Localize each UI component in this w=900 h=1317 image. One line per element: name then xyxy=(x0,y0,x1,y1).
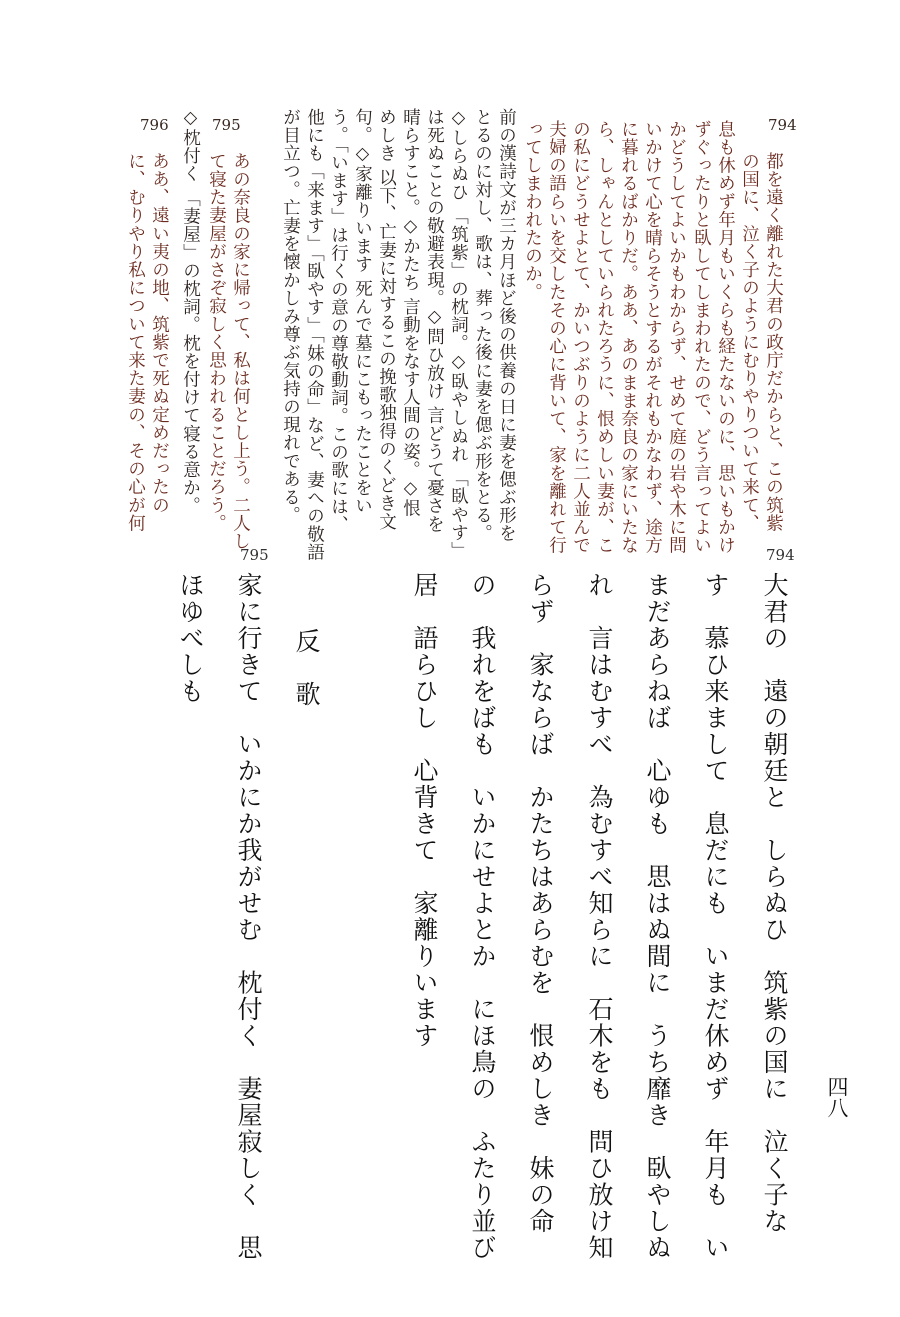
commentary-line: の国に、泣く子のようにむりやりついて来て、 xyxy=(739,152,760,533)
commentary-line: 晴らすこと。◇かたち 言動をなす人間の姿。◇恨 xyxy=(400,108,421,518)
commentary-number-795: 795 xyxy=(212,116,241,134)
commentary-line: が目立つ。亡妻を懐かしみ尊ぶ気持の現れである。 xyxy=(280,108,301,525)
commentary-line: う。「います」は行くの意の尊敬動詞。この歌には、 xyxy=(328,108,349,534)
poem-number-795: 795 xyxy=(240,546,269,564)
commentary-line: 句。◇家離りいます 死んで墓にこもったことをい xyxy=(352,108,373,515)
poem-number-794: 794 xyxy=(766,546,795,564)
poem-794-line: 大君の 遠の朝廷と しらぬひ 筑紫の国に 泣く子な xyxy=(760,572,789,1235)
poem-794-line: す 慕ひ来まして 息だにも いまだ休めず 年月も い xyxy=(701,572,730,1261)
poem-794-line: の 我れをばも いかにせよとか にほ鳥の ふたり並び xyxy=(468,572,497,1261)
commentary-line: の私にどうせよとて、かいつぶりのように二人並んで xyxy=(570,120,591,555)
commentary-line: ってしまわれたのか。 xyxy=(522,120,543,301)
commentary-line: 夫婦の語らいを交したその心に背いて、家を離れて行 xyxy=(546,120,567,555)
commentary-line: ◇枕付く 「妻屋」の枕詞。枕を付けて寝る意か。 xyxy=(180,108,201,515)
hanka-title: 反 歌 xyxy=(292,628,321,708)
commentary-line: とるのに対し、歌は、葬った後に妻を偲ぶ形をとる。 xyxy=(472,108,493,543)
commentary-line: ら、しゃんとしていられたろうに、恨めしい妻が、こ xyxy=(594,120,615,555)
commentary-line: ◇しらぬひ 「筑紫」の枕詞。◇臥やしぬれ 「臥やす」 xyxy=(448,108,469,560)
commentary-line: て寝た妻屋がさぞ寂しく思われることだろう。 xyxy=(206,152,227,533)
commentary-line: ああ、遠い夷の地、筑紫で死ぬ定めだったの xyxy=(149,152,170,514)
poem-794-line: 居 語らひし 心背きて 家離りいます xyxy=(410,572,439,1049)
page-number: 四八 xyxy=(825,1076,849,1118)
commentary-number-796: 796 xyxy=(140,116,169,134)
commentary-line: あの奈良の家に帰って、私は何とし上う。二人し xyxy=(230,152,251,551)
commentary-line: 都を遠く離れた大君の政庁だからと、この筑紫 xyxy=(763,152,784,533)
commentary-number-794: 794 xyxy=(768,116,797,134)
poem-794-line: まだあらねば 心ゆも 思はぬ間に うち靡き 臥やしぬ xyxy=(643,572,672,1261)
poem-794-line: らず 家ならば かたちはあらむを 恨めしき 妹の命 xyxy=(526,572,555,1235)
commentary-line: ずぐったりと臥してしまわれたので、どう言ってよい xyxy=(691,120,712,555)
commentary-line: めしき 以下、亡妻に対するこの挽歌独得のくどき文 xyxy=(376,108,397,531)
commentary-line: に暮れるばかりだ。ああ、あのまま奈良の家にいたな xyxy=(618,120,639,555)
poem-795-line: 家に行きて いかにか我がせむ 枕付く 妻屋寂しく 思 xyxy=(234,572,263,1261)
commentary-line: は死ぬことの敬避表現。◇問ひ放け 言どうて憂さを xyxy=(424,108,445,533)
commentary-line: 前の漢詩文が三カ月ほど後の供養の日に妻を偲ぶ形を xyxy=(496,108,517,543)
commentary-line: に、むりやり私について来た妻の、その心が何 xyxy=(125,152,146,533)
poem-794-line: れ 言はむすべ 為むすべ知らに 石木をも 問ひ放け知 xyxy=(585,572,614,1261)
commentary-line: かどうしてよいかもわからず、せめて庭の岩や木に問 xyxy=(666,120,687,555)
commentary-line: 息も休めず年月もいくらも経たないのに、思いもかけ xyxy=(715,120,736,555)
poem-795-line: ほゆべしも xyxy=(176,572,205,705)
commentary-line: 他にも「来ます」「臥やす」「妹の命」など、妻への敬語 xyxy=(304,108,325,562)
commentary-line: いかけて心を晴らそうとするがそれもかなわず、途方 xyxy=(642,120,663,555)
